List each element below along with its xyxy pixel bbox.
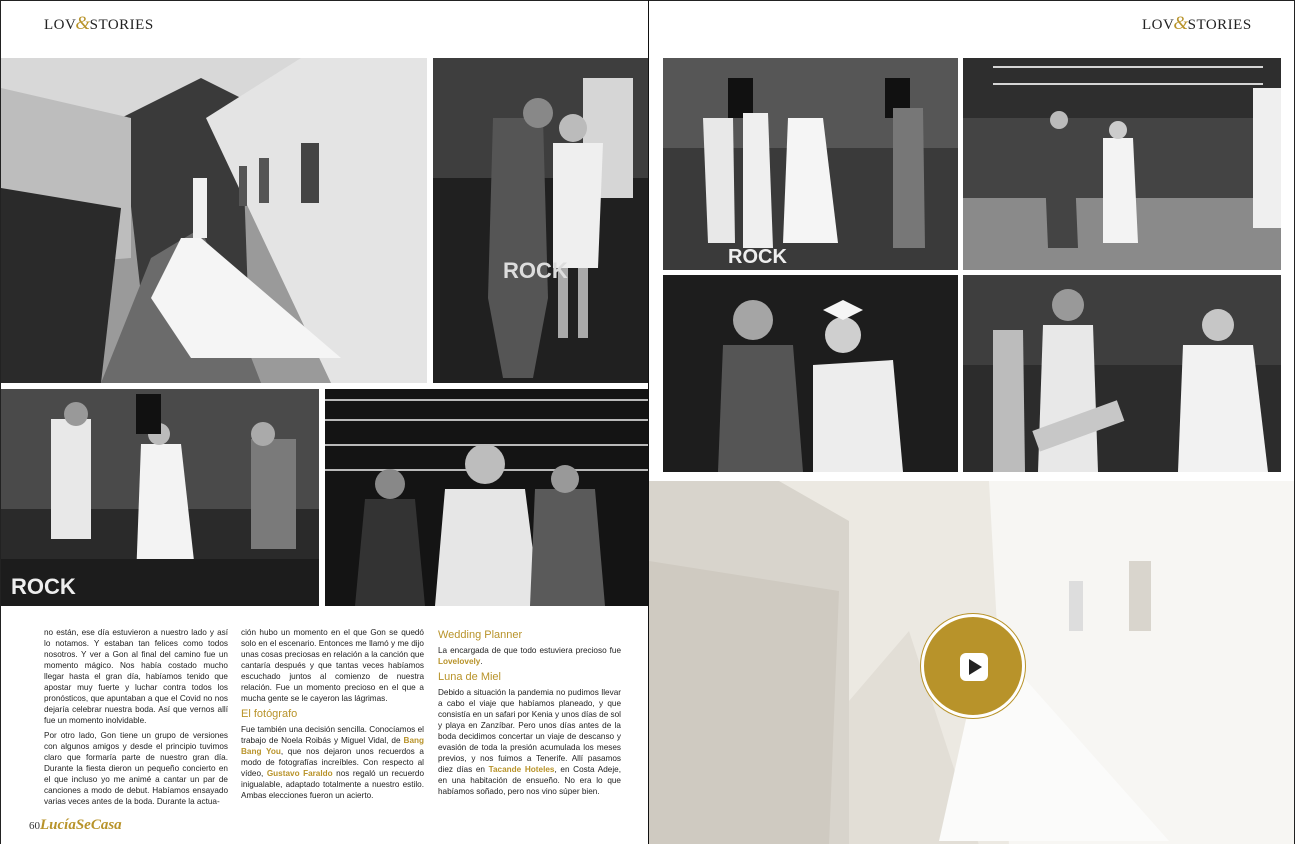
video-thumbnail[interactable] — [649, 481, 1295, 844]
paragraph: Por otro lado, Gon tiene un grupo de versiones con algunos amigos y desde el principio tuvimos claro que formaría parte de nuestro gran día. Durante la fiesta dieron un pequeño concierto en el que incluso yo me animé a cantar un par de canciones a modo de debut. Habíamos ensayado varias veces antes de la boda. Durante la actua- — [44, 731, 228, 806]
link-tacande-hoteles[interactable]: Tacande Hoteles — [488, 765, 555, 774]
svg-text:ROCK: ROCK — [728, 246, 787, 268]
link-lovelovely[interactable]: Lovelovely — [438, 657, 481, 666]
photo-first-dance — [963, 58, 1281, 270]
paragraph: ción hubo un momento en el que Gon se quedó solo en el escenario. Entonces me llamó y me dijo unas cosas preciosas en relación a la canción que cantaría después y que tantas veces habíamos escuchado juntos al comienzo de nuestra relación. Fue un momento precioso en el que a mucha gente se le cayeron las lágrimas. — [241, 628, 424, 703]
magazine-logo: LOV&STORIES — [44, 13, 154, 34]
page-number: 60 — [29, 820, 40, 832]
link-bang-bang-you[interactable]: Bang Bang You — [241, 736, 424, 756]
magazine-logo: LOV&STORIES — [1142, 13, 1252, 34]
section-heading-honeymoon: Luna de Miel — [438, 671, 501, 683]
text-column-1 — [44, 627, 228, 811]
paragraph: Debido a situación la pandemia no pudimos llevar a cabo el viaje que habíamos planeado, y que consistía en un safari por Kenia y unos días de sol y playa en Zanzíbar. Pero unos días antes de la boda decidimos concertar un viaje de descanso y evasión de toda la presión acumulada los meses previos, y nos fuimos a Tenerife. Allí pasamos diez días en Tacande Hoteles, en Costa Adeje, en una habitación de ensueño. No era lo que habíamos soñado, pero nos vino súper bien. — [438, 688, 621, 796]
photo-bride-lane — [1, 58, 427, 383]
paragraph: La encargada de que todo estuviera precioso fue Lovelovely. — [438, 646, 621, 666]
right-page — [649, 0, 1295, 844]
svg-text:ROCK: ROCK — [503, 258, 568, 283]
brand-logo: LucíaSeCasa — [40, 817, 122, 833]
photo-couple-kiss — [433, 58, 648, 383]
section-heading-photographer: El fotógrafo — [241, 708, 298, 720]
text-column-2 — [241, 627, 424, 805]
paragraph: Fue también una decisión sencilla. Conocíamos el trabajo de Noela Roibás y Miguel Vidal, de Bang Bang You, que nos dejaron unos recuerdos a modo de fotografías increíbles. Con respecto al vídeo, Gustavo Faraldo nos regaló un recuerdo inigualable, adaptado totalmente a nuestro estilo. Ambas elecciones fueron un acierto. — [241, 725, 424, 800]
photo-band-performing — [663, 58, 958, 270]
text-column-3 — [438, 627, 621, 801]
svg-text:ROCK: ROCK — [11, 574, 76, 599]
photo-dance-crowd — [325, 389, 648, 606]
photo-bride-singing — [963, 275, 1281, 472]
photo-band-stage — [1, 389, 319, 606]
play-icon[interactable] — [960, 653, 988, 681]
play-badge[interactable] — [921, 614, 1025, 718]
page-folio — [29, 817, 122, 834]
link-gustavo-faraldo[interactable]: Gustavo Faraldo — [266, 769, 333, 778]
section-heading-wedding-planner: Wedding Planner — [438, 629, 523, 641]
photo-couple-dancing — [663, 275, 958, 472]
paragraph: no están, ese día estuvieron a nuestro lado y así lo notamos. Y estaban tan felices como todos nosotros. Y ver a Gon al final del camino fue un momento mágico. Nos había costado mucho llegar hasta el gran día, habíamos tenido que apostar muy fuerte y luchar contra todos los pronósticos, que apuntaban a que el Covid no nos dejaría celebrar nuestra boda. Así que vernos allí fue un momento inolvidable. — [44, 628, 228, 725]
